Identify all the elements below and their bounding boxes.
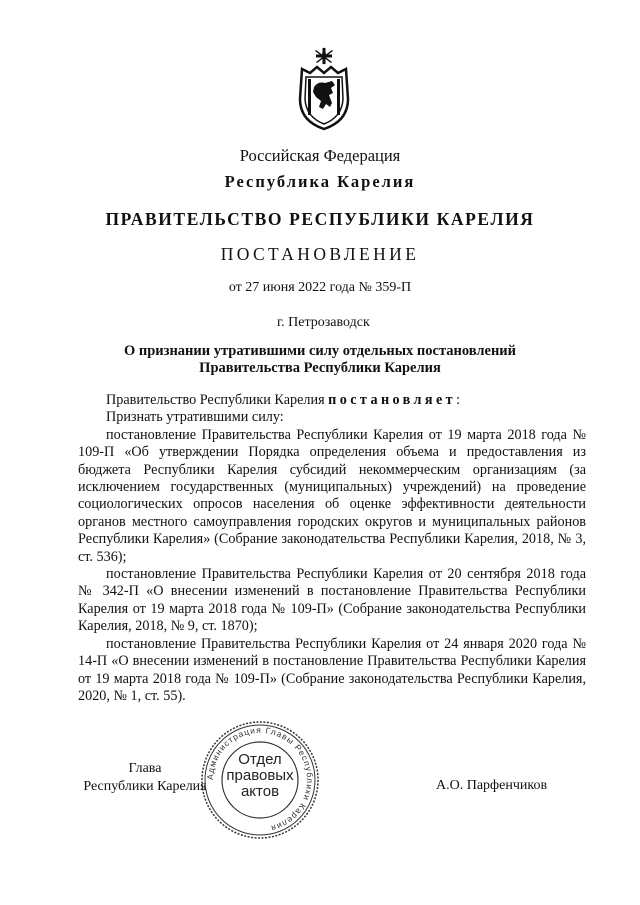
recognize-paragraph: Признать утратившими силу: [106,409,284,426]
document-subject [0,343,640,377]
repealed-item-3: постановление Правительства Республики Карелия от 24 января 2020 года № 14-П «О внесении изменений в постановление Правительства Республики Карелия от 19 марта 2018 года № 109-П» (Собрание законодательства Республики Карелия, 2020, № 1, ст. 55). [78,635,586,704]
signatory-title [80,760,210,795]
repealed-item-1: постановление Правительства Республики Карелия от 19 марта 2018 года № 109-П «Об утверждении Порядка определения объема и предоставления из бюджета Республики Карелия субсидий некоммерческим организациям (за исключением государственных (муниципальных) учреждений) на проведение социологических опросов населения об оценке эффективности деятельности органов местного самоуправления городских округов и муниципальных районов Республики Карелия» (Собрание законодательства Республики Карелия, 2018, № 3, ст. 536); [78,426,586,565]
intro-paragraph [78,392,586,409]
stamp-line-3: актов [240,783,280,800]
government-title: ПРАВИТЕЛЬСТВО РЕСПУБЛИКИ КАРЕЛИЯ [105,209,535,229]
republic-name: Республика Карелия [224,172,416,191]
date-number: от 27 июня 2022 года № 359-П [228,280,412,295]
document-type: ПОСТАНОВЛЕНИЕ [220,244,420,264]
intro-prefix: Правительство Республики Карелия [106,392,329,408]
signatory-name: А.О. Парфенчиков [436,778,548,793]
stamp-ring-text: Администрация Главы Республики Карелия [204,724,316,834]
intro-spaced: постановляет [328,392,457,408]
stamp-line-2: правовых [226,767,294,784]
subject-line-2: Правительства Республики Карелия [199,360,441,376]
intro-suffix: : [456,392,461,408]
city: г. Петрозаводск [277,315,370,330]
signatory-title-line-1: Глава [128,761,162,776]
stamp-line-1: Отдел [238,751,282,768]
repealed-item-2: постановление Правительства Республики Карелия от 20 сентября 2018 года № 342-П «О внесении изменений в постановление Правительства Республики Карелия от 19 марта 2018 года № 109-П» (Собрание законодательства Республики Карелия, 2018, № 9, ст. 1870); [78,566,586,635]
signatory-title-line-2: Республики Карелия [83,778,207,794]
karelia-coat-of-arms-icon [296,47,352,131]
country-name: Российская Федерация [239,146,401,165]
stamp-text [198,752,322,800]
subject-line-1: О признании утратившими силу отдельных постановлений [123,343,517,359]
document-body [78,392,586,705]
